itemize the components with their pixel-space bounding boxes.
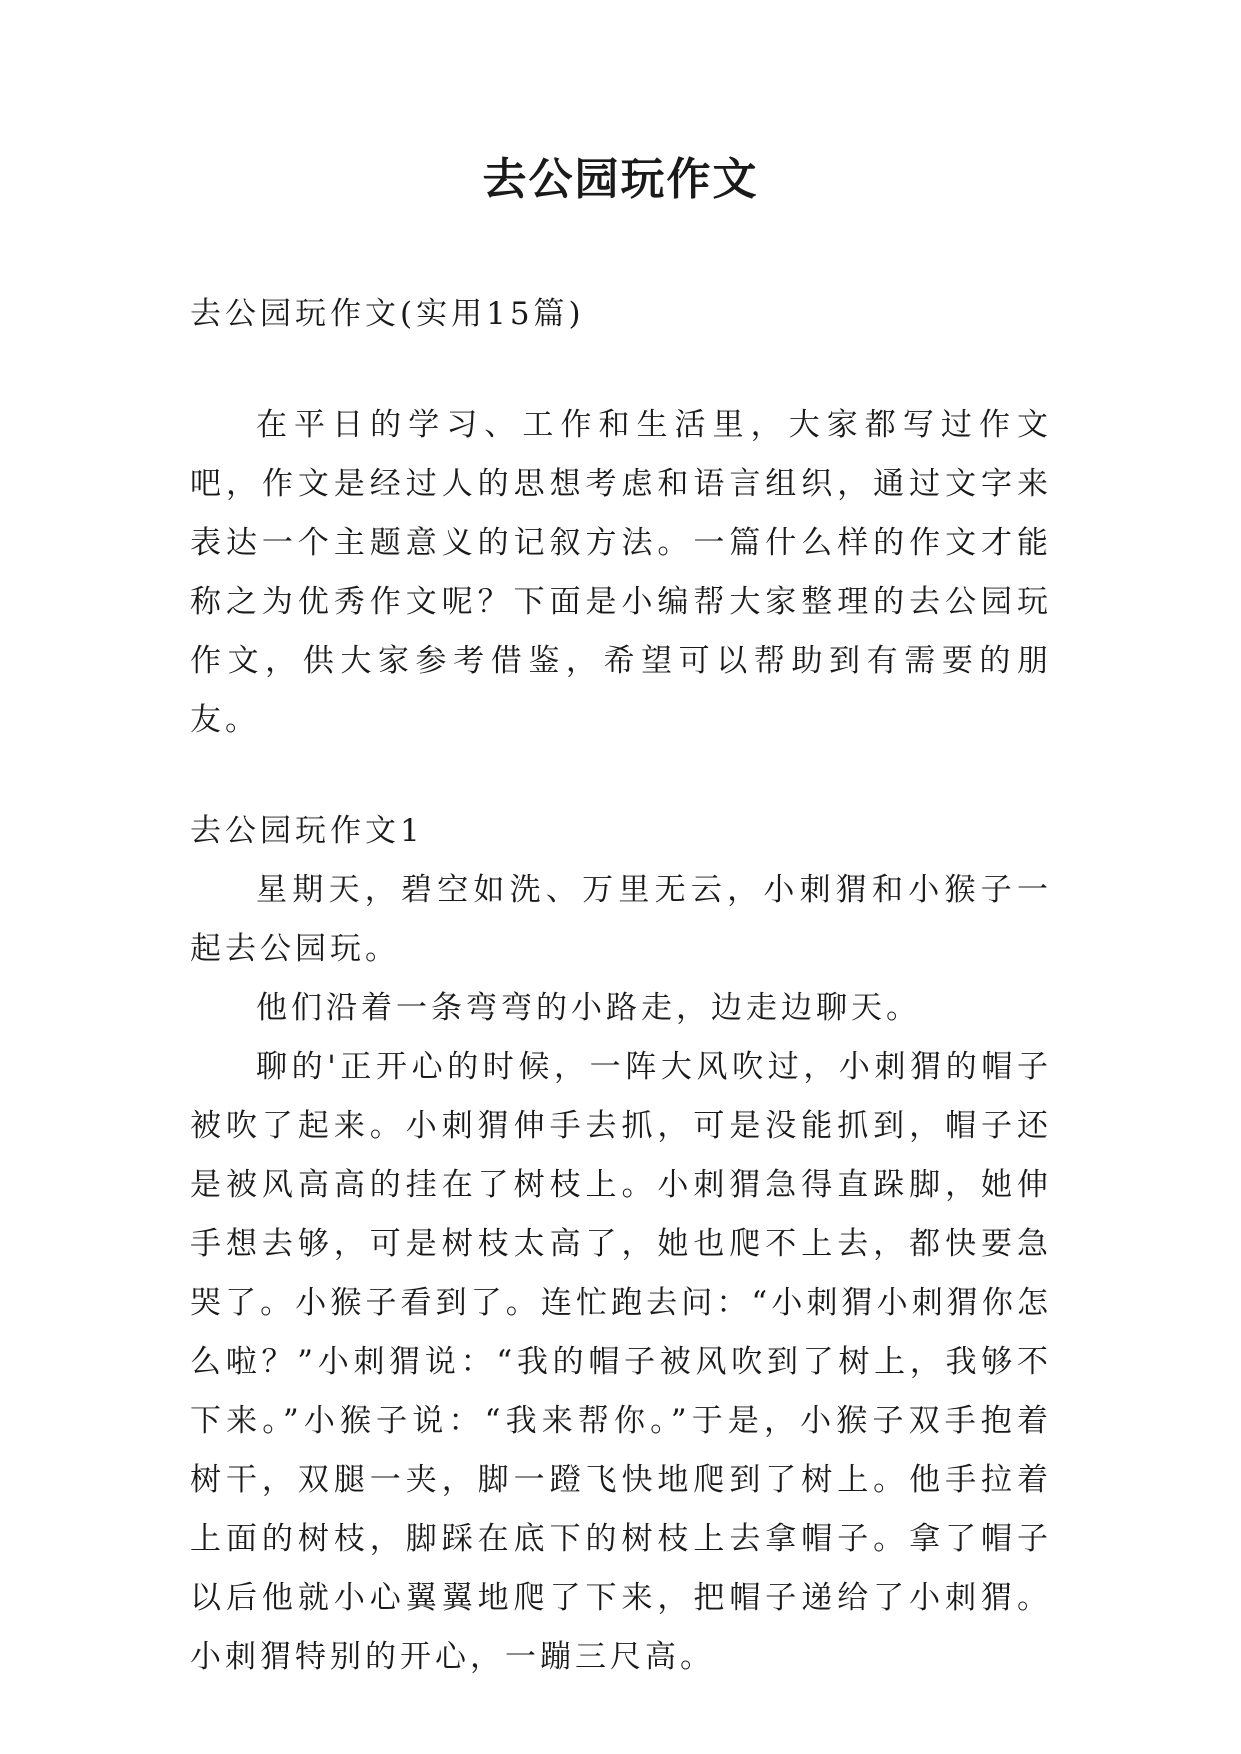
- document-subtitle: 去公园玩作文(实用15篇): [190, 296, 585, 332]
- section-heading: 去公园玩作文1: [190, 813, 424, 849]
- intro-paragraph: 在平日的学习、工作和生活里，大家都写过作文吧，作文是经过人的思想考虑和语言组织，通过文字来表达一个主题意义的记叙方法。一篇什么样的作文才能称之为优秀作文呢？下面是小编帮大家整理的去公园玩作文，供大家参考借鉴，希望可以帮助到有需要的朋友。: [190, 407, 1052, 738]
- document-body: [190, 285, 1052, 1687]
- section-paragraph: 他们沿着一条弯弯的小路走，边走边聊天。: [256, 990, 921, 1026]
- section-paragraph: 聊的'正开心的时候，一阵大风吹过，小刺猬的帽子被吹了起来。小刺猬伸手去抓，可是没能抓到，帽子还是被风高高的挂在了树枝上。小刺猬急得直跺脚，她伸手想去够，可是树枝太高了，她也爬不上去，都快要急哭了。小猴子看到了。连忙跑去问：“小刺猬小刺猬你怎么啦？”小刺猬说：“我的帽子被风吹到了树上，我够不下来。”小猴子说：“我来帮你。”于是，小猴子双手抱着树干，双腿一夹，脚一蹬飞快地爬到了树上。他手拉着上面的树枝，脚踩在底下的树枝上去拿帽子。拿了帽子以后他就小心翼翼地爬了下来，把帽子递给了小刺猬。小刺猬特别的开心，一蹦三尺高。: [190, 1049, 1052, 1675]
- section-paragraph: 星期天，碧空如洗、万里无云，小刺猬和小猴子一起去公园玩。: [190, 872, 1052, 967]
- spacer: [190, 750, 1052, 802]
- spacer: [190, 344, 1052, 396]
- document-title: 去公园玩作文: [482, 154, 759, 205]
